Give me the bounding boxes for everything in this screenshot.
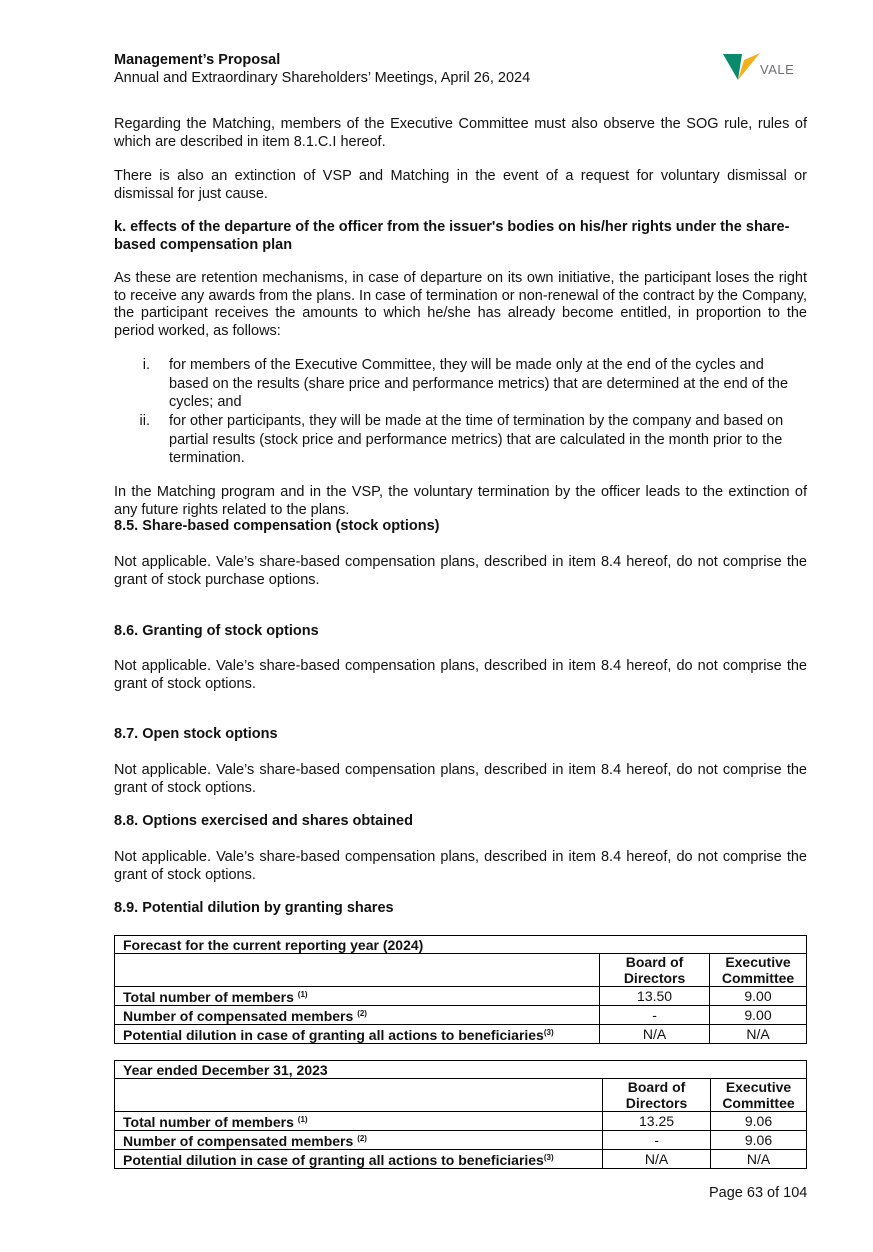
column-header-executive: Executive Committee [711,1079,807,1112]
table-header-empty [115,954,600,987]
paragraph-extinction: There is also an extinction of VSP and Matching in the event of a request for voluntary dismissal or dismissal for just cause. [114,168,807,202]
row-label: Total number of members [123,989,294,1005]
cell-executive: N/A [711,1150,807,1169]
row-label: Number of compensated members [123,1133,354,1149]
cell-executive: N/A [710,1025,807,1044]
heading-8-8: 8.8. Options exercised and shares obtained [114,813,413,829]
heading-8-9: 8.9. Potential dilution by granting shares [114,900,394,916]
cell-board: - [600,1006,710,1025]
column-header-executive: Executive Committee [710,954,807,987]
footnote-marker: (3) [543,1153,554,1162]
footnote-marker: (1) [297,1115,308,1124]
column-header-board: Board of Directors [600,954,710,987]
heading-8-6: 8.6. Granting of stock options [114,623,319,639]
heading-8-7: 8.7. Open stock options [114,726,278,742]
row-label: Potential dilution in case of granting all actions to beneficiaries [123,1027,544,1043]
cell-executive: 9.00 [710,987,807,1006]
paragraph-8-5: Not applicable. Vale’s share-based compensation plans, described in item 8.4 hereof, do not comprise the grant of stock purchase options. [114,554,807,588]
table-row [115,1006,807,1025]
paragraph-matching: Regarding the Matching, members of the Executive Committee must also observe the SOG rule, rules of which are described in item 8.1.C.I hereof. [114,116,807,150]
table-title: Forecast for the current reporting year (2024) [115,936,807,954]
table-row [115,1112,807,1131]
footnote-marker: (2) [357,1009,367,1018]
cell-executive: 9.00 [710,1006,807,1025]
list-item: for members of the Executive Committee, they will be made only at the end of the cycles and based on the results (share price and performance metrics) that are determined at the end of the cycles; and [169,357,789,410]
cell-board: 13.50 [600,987,710,1006]
table-header-empty [115,1079,603,1112]
cell-board: N/A [603,1150,711,1169]
footnote-marker: (3) [543,1028,554,1037]
cell-board: - [603,1131,711,1150]
heading-8-5: 8.5. Share-based compensation (stock options) [114,518,440,534]
table-title: Year ended December 31, 2023 [115,1061,807,1079]
paragraph-matching-vsp: In the Matching program and in the VSP, the voluntary termination by the officer leads to the extinction of any future rights related to the plans. [114,484,807,518]
document-subtitle: Annual and Extraordinary Shareholders’ Meetings, April 26, 2024 [114,70,531,86]
table-row [115,1150,807,1169]
table-row [115,987,807,1006]
row-label: Number of compensated members [123,1008,354,1024]
column-header-board: Board of Directors [603,1079,711,1112]
paragraph-retention: As these are retention mechanisms, in case of departure on its own initiative, the participant loses the right to receive any awards from the plans. In case of termination or non-renewal of the contract by the Company, the participant receives the amounts to which he/she has already become entitled, in proportion to the period worked, as follows: [114,270,807,339]
cell-board: N/A [600,1025,710,1044]
list-item-number: ii. [139,413,150,429]
dilution-table-2024 [114,935,807,1044]
document-title: Management’s Proposal [114,52,281,68]
paragraph-8-6: Not applicable. Vale’s share-based compensation plans, described in item 8.4 hereof, do not comprise the grant of stock options. [114,658,807,692]
table-row [115,1025,807,1044]
vale-logo-text: VALE [760,62,795,77]
paragraph-8-7: Not applicable. Vale’s share-based compensation plans, described in item 8.4 hereof, do not comprise the grant of stock options. [114,762,807,796]
paragraph-8-8: Not applicable. Vale’s share-based compensation plans, described in item 8.4 hereof, do not comprise the grant of stock options. [114,849,807,883]
dilution-table-2023 [114,1060,807,1169]
heading-k: k. effects of the departure of the officer from the issuer's bodies on his/her rights under the share-based compensation plan [114,219,790,253]
table-row [115,1131,807,1150]
list-item-number: i. [142,357,150,373]
cell-executive: 9.06 [711,1112,807,1131]
cell-executive: 9.06 [711,1131,807,1150]
footnote-marker: (1) [297,990,308,999]
footnote-marker: (2) [357,1134,367,1143]
page-number: Page 63 of 104 [709,1185,808,1201]
cell-board: 13.25 [603,1112,711,1131]
list-item: for other participants, they will be made at the time of termination by the company and based on partial results (stock price and performance metrics) that are calculated in the month prior to the termination. [169,413,784,466]
row-label: Total number of members [123,1114,294,1130]
row-label: Potential dilution in case of granting all actions to beneficiaries [123,1152,544,1168]
